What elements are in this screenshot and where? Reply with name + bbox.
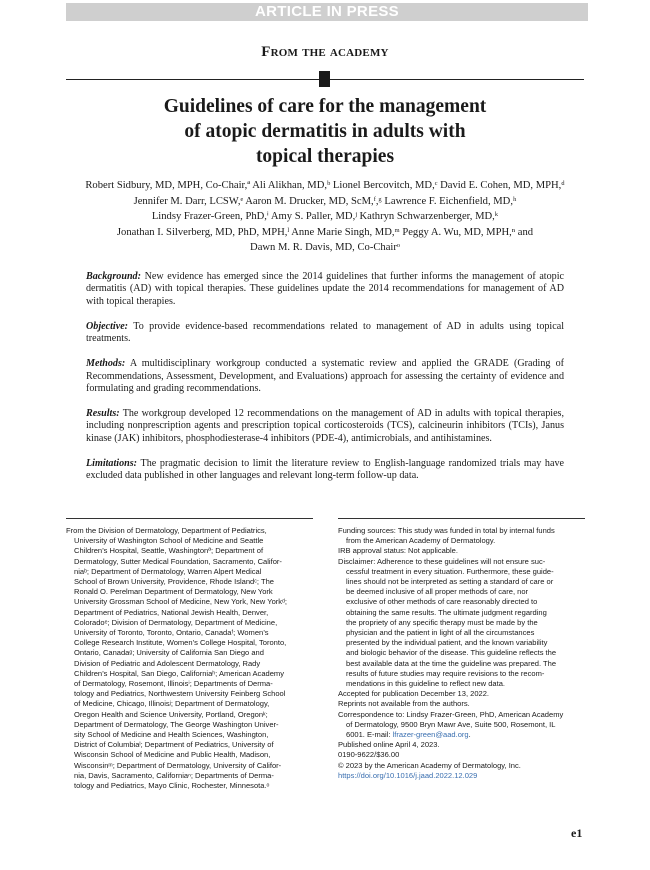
author-list: [50, 178, 600, 256]
abstract-results: [86, 408, 564, 445]
footnote-line: Coloradoᵉ; Division of Dermatology, Department of Medicine,: [74, 617, 278, 627]
abstract-label: Background:: [86, 271, 141, 282]
footnote-line: Oregon Health and Science University, Portland, Oregonᵏ;: [74, 709, 268, 719]
doi-link[interactable]: https://doi.org/10.1016/j.jaad.2022.12.029: [338, 770, 478, 780]
footnote-line: Dermatology, Sutter Medical Foundation, Sacramento, Califor-: [74, 556, 282, 566]
author-line: Jonathan I. Silverberg, MD, PhD, MPH,ˡ Anne Marie Singh, MD,ᵐ Peggy A. Wu, MD, MPH,ⁿ and: [116, 226, 534, 238]
abstract: [86, 271, 564, 495]
footnote-line: IRB approval status: Not applicable.: [338, 546, 458, 556]
abstract-background: [86, 271, 564, 308]
footnote-line: Reprints not available from the authors.: [338, 699, 470, 709]
abstract-label: Objective:: [86, 320, 129, 332]
footnote-line: 6001. E-mail: lfrazer-green@aad.org.: [346, 730, 471, 740]
page-number: e1: [571, 826, 583, 840]
footnote-line: College Research Institute, Women’s College Hospital, Toronto,: [74, 638, 287, 648]
footnote-line: University Grossman School of Medicine, New York, New Yorkᵈ;: [74, 597, 287, 607]
abstract-text: New evidence has emerged since the 2014 guidelines that further informs the management of atopic dermatitis (AD) with topical therapies. These guidelines update the 2014 recommendations for management of AD with topical therapies.: [86, 271, 564, 307]
footnote-line: Accepted for publication December 13, 2022.: [338, 689, 490, 699]
footnote-line: results of future studies may require revisions to the recom-: [346, 668, 545, 678]
footnote-line: 6001. E-mail:: [346, 730, 391, 740]
abstract-text: The workgroup developed 12 recommendations on the management of AD in adults with topical therapies, including nonprescription agents and prescription topical corticosteroids (TCS), calcineurin inhibitors (TCIs), Janus kinase (JAK) inhibitors, phosphodiesterase-4 inhibitors (PDE-4), antimicrobials, and antihistamines.: [86, 408, 565, 444]
section-heading: From the academy: [261, 44, 389, 60]
footnote-line: Correspondence to: Lindsy Frazer-Green, PhD, American Academy: [338, 709, 564, 719]
footnote-line: physician and the patient in light of all the circumstances: [346, 628, 535, 638]
footnote-divider-right: [338, 518, 585, 519]
abstract-objective: [86, 321, 564, 346]
footnote-line: Published online April 4, 2023.: [338, 740, 440, 750]
abstract-text: A multidisciplinary workgroup conducted a systematic review and applied the GRADE (Grading of Recommendations, Assessment, Development, and Evaluations) approach for assessing the certainty of evidence and formulating and grading recommendations.: [86, 358, 565, 395]
author-line: Robert Sidbury, MD, MPH, Co-Chair,ª Ali Alikhan, MD,ᵇ Lionel Bercovitch, MD,ᶜ David E. Cohen, MD, MPH,ᵈ: [85, 180, 565, 191]
section-rule-marker: [319, 71, 330, 87]
footnote-line: of Medicine, Chicago, Illinoisʲ; Department of Dermatology,: [74, 699, 270, 709]
abstract-label: Results:: [86, 408, 120, 420]
abstract-text: To provide evidence-based recommendations related to management of AD in adults using topical treatments.: [86, 320, 565, 345]
footnote-line: School of Brown University, Providence, Rhode Islandᶜ; The: [74, 577, 274, 587]
footnote-line: Department of Dermatology, The George Washington Univer-: [74, 719, 279, 729]
title-line: Guidelines of care for the management: [163, 96, 487, 117]
footnote-line: be deemed inclusive of all proper methods of care, nor: [346, 587, 529, 597]
footnote-line: Wisconsin School of Medicine and Public Health, Madison,: [74, 750, 271, 760]
abstract-limitations: [86, 458, 564, 483]
article-in-press-banner: ARTICLE IN PRESS: [66, 3, 588, 21]
email-link[interactable]: lfrazer-green@aad.org: [392, 730, 469, 740]
footnote-line: and biologic behavior of the disease. This guideline reflects the: [346, 648, 557, 658]
footnote-line: © 2023 by the American Academy of Dermatology, Inc.: [338, 760, 521, 770]
footnote-line: Children’s Hospital, Seattle, Washingtonª; Department of: [74, 546, 264, 556]
abstract-text: The pragmatic decision to limit the literature review to English-language randomized trials may have excluded data published in other languages and relevant long-term follow-up data.: [86, 457, 564, 482]
abstract-methods: [86, 358, 564, 395]
author-line: Jennifer M. Darr, LCSW,ᵉ Aaron M. Drucker, MD, ScM,ᶠ,ᵍ Lawrence F. Eichenfield, MD,ʰ: [133, 195, 517, 207]
footnote-line: 0190-9622/$36.00: [338, 750, 400, 760]
footnote-divider-left: [66, 518, 313, 519]
footnote-line: Ronald O. Perelman Department of Dermatology, New York: [74, 587, 273, 597]
abstract-label: Methods:: [86, 358, 126, 370]
author-line: Dawn M. R. Davis, MD, Co-Chairᵒ: [250, 242, 400, 254]
footnote-line: of Dermatology, Rosemont, Illinoisⁱ; Departments of Derma-: [74, 679, 273, 689]
footnote-line: Department of Pediatrics, National Jewish Health, Denver,: [74, 607, 269, 617]
footnote-line: Children’s Hospital, San Diego, Californiaʰ; American Academy: [74, 668, 284, 678]
affiliations-footnote: [66, 526, 316, 791]
footnote-line: presented by the individual patient, and the known variability: [346, 638, 548, 648]
footnote-line: University of Washington School of Medicine and Seattle: [74, 536, 264, 546]
footnote-line: University of Toronto, Toronto, Ontario, Canadaᶠ; Women’s: [74, 628, 269, 638]
footnote-line: the propriety of any specific therapy must be made by the: [346, 617, 538, 627]
footnote-line: tology and Pediatrics, Mayo Clinic, Rochester, Minnesota.ᵒ: [74, 781, 270, 791]
footnote-line: nia, Davis, Sacramento, Californiaⁿ; Departments of Derma-: [74, 770, 274, 780]
footnote-line: best available data at the time the guideline was prepared. The: [346, 658, 557, 668]
title-line: topical therapies: [255, 146, 395, 167]
footnote-line: niaᵇ; Department of Dermatology, Warren Alpert Medical: [74, 566, 262, 576]
footnote-line: mendations in this guideline to reflect new data.: [346, 679, 506, 689]
footnote-line: tology and Pediatrics, Northwestern University Feinberg School: [74, 689, 286, 699]
footnote-line: from the American Academy of Dermatology.: [346, 536, 496, 546]
author-line: Lindsy Frazer-Green, PhD,ⁱ Amy S. Paller, MD,ʲ Kathryn Schwarzenberger, MD,ᵏ: [151, 211, 499, 223]
footnote-line: Division of Pediatric and Adolescent Dermatology, Rady: [74, 658, 261, 668]
footnote-line: From the Division of Dermatology, Department of Pediatrics,: [66, 526, 267, 535]
footnote-line: exclusive of other methods of care reasonably directed to: [346, 597, 538, 607]
abstract-label: Limitations:: [86, 457, 138, 469]
footnote-line: sity School of Medicine and Health Sciences, Washington,: [74, 730, 269, 740]
title-line: of atopic dermatitis in adults with: [184, 121, 466, 142]
footnote-line: obtaining the same results. The ultimate judgment regarding: [346, 607, 547, 617]
footnote-line: cessful treatment in every situation. Furthermore, these guide-: [346, 566, 554, 576]
footnote-line: District of Columbiaˡ; Department of Pediatrics, University of: [74, 740, 274, 750]
article-title: [60, 94, 590, 169]
footnote-line: lines should not be interpreted as setting a standard of care or: [346, 577, 554, 587]
footnote-line: Funding sources: This study was funded in total by internal funds: [338, 526, 555, 535]
article-info-footnote: [338, 526, 588, 781]
footnote-line: of Dermatology, 9500 Bryn Mawr Ave, Suite 500, Rosemont, IL: [346, 719, 556, 729]
footnote-line: Ontario, Canadaᵍ; University of California San Diego and: [74, 648, 264, 658]
footnote-line: Disclaimer: Adherence to these guidelines will not ensure suc-: [338, 556, 546, 566]
footnote-line: Wisconsinᵐ; Department of Dermatology, University of Califor-: [74, 760, 282, 770]
